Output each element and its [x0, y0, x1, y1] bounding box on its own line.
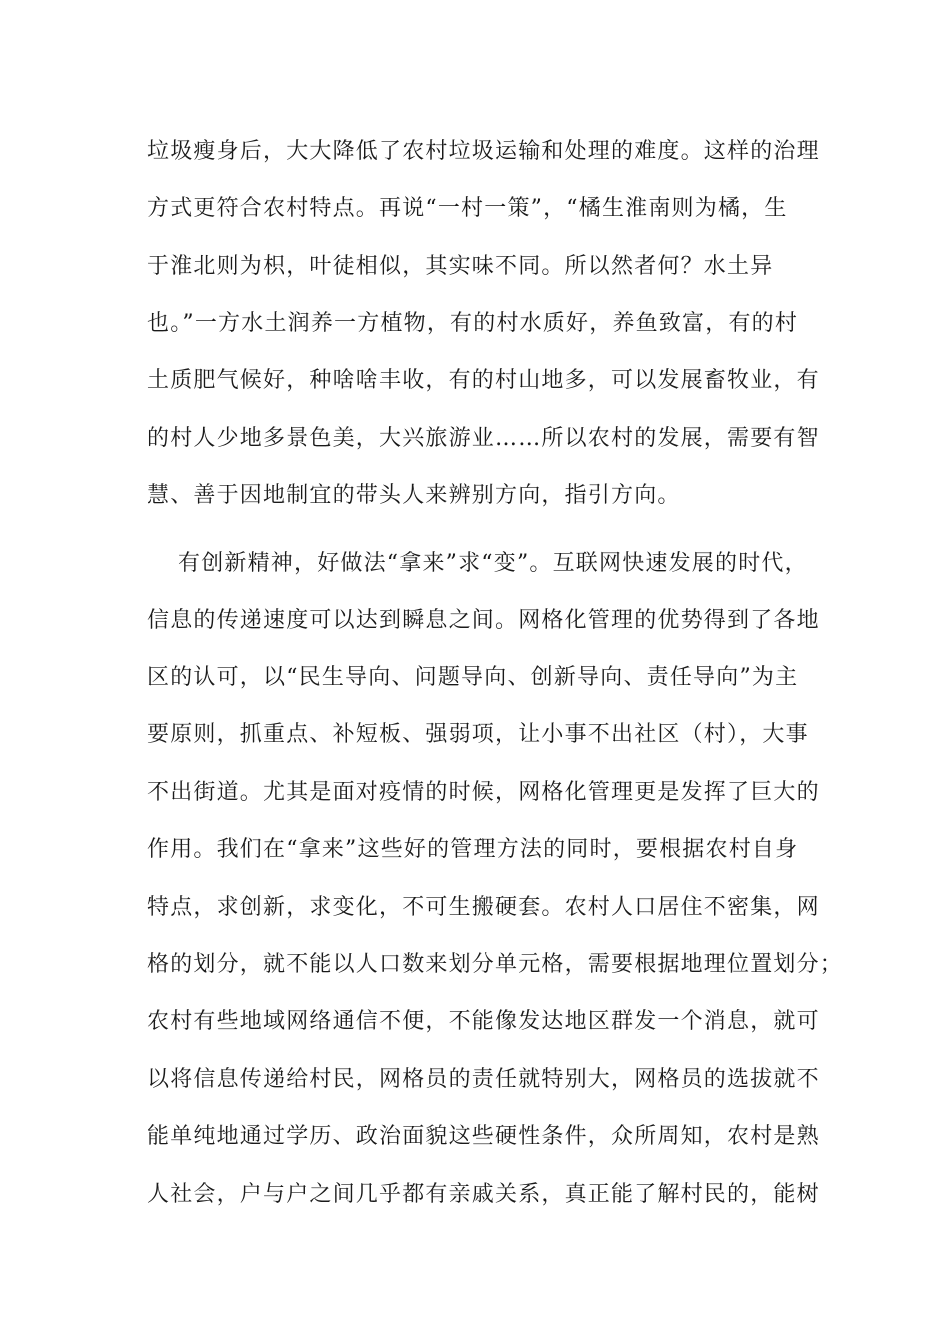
text-line: 格的划分，就不能以人口数来划分单元格，需要根据地理位置划分；: [147, 952, 844, 977]
text-line: 信息的传递速度可以达到瞬息之间。网格化管理的优势得到了各地: [147, 608, 820, 633]
text-line: 以将信息传递给村民，网格员的责任就特别大，网格员的选拔就不: [147, 1067, 820, 1092]
text-line: 的村人少地多景色美，大兴旅游业……所以农村的发展，需要有智: [147, 426, 820, 451]
text-line: 方式更符合农村特点。再说“一村一策”，“橘生淮南则为橘，生: [147, 196, 788, 221]
text-line: 也。”一方水土润养一方植物，有的村水质好，养鱼致富，有的村: [147, 311, 799, 336]
text-line: 土质肥气候好，种啥啥丰收，有的村山地多，可以发展畜牧业，有: [147, 368, 820, 393]
text-line: 有创新精神，好做法“拿来”求“变”。互联网快速发展的时代，: [178, 551, 808, 576]
text-line: 特点，求创新，求变化，不可生搬硬套。农村人口居住不密集，网: [147, 895, 820, 920]
text-line: 作用。我们在“拿来”这些好的管理方法的同时，要根据农村自身: [147, 837, 799, 862]
text-line: 能单纯地通过学历、政治面貌这些硬性条件，众所周知，农村是熟: [147, 1124, 820, 1149]
text-line: 于淮北则为枳，叶徒相似，其实味不同。所以然者何？水土异: [147, 254, 774, 279]
text-line: 人社会，户与户之间几乎都有亲戚关系，真正能了解村民的，能树: [147, 1182, 820, 1207]
text-line: 要原则，抓重点、补短板、强弱项，让小事不出社区（村），大事: [147, 722, 809, 747]
text-line: 垃圾瘦身后，大大降低了农村垃圾运输和处理的难度。这样的治理: [147, 139, 820, 164]
text-line: 区的认可，以“民生导向、问题导向、创新导向、责任导向”为主: [147, 665, 799, 690]
text-line: 农村有些地域网络通信不便，不能像发达地区群发一个消息，就可: [147, 1009, 820, 1034]
text-line: 不出街道。尤其是面对疫情的时候，网格化管理更是发挥了巨大的: [147, 780, 820, 805]
text-line: 慧、善于因地制宜的带头人来辨别方向，指引方向。: [147, 483, 681, 508]
